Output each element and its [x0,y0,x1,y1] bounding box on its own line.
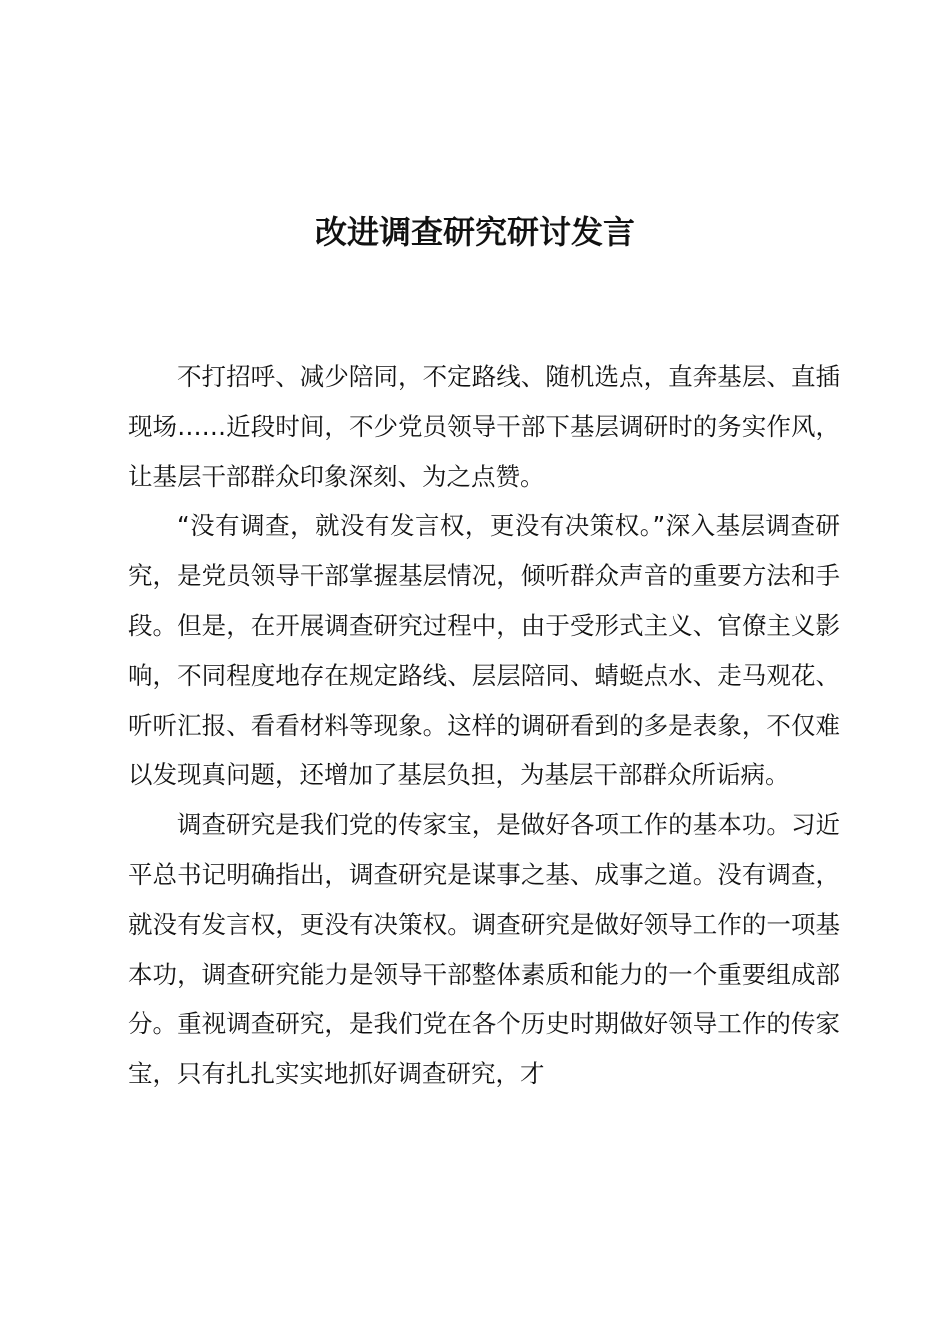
paragraph-2: “没有调查，就没有发言权，更没有决策权。”深入基层调查研究，是党员领导干部掌握基层情况，倾听群众声音的重要方法和手段。但是，在开展调查研究过程中，由于受形式主义、官僚主义影响，不同程度地存在规定路线、层层陪同、蜻蜓点水、走马观花、听听汇报、看看材料等现象。这样的调研看到的多是表象，不仅难以发现真问题，还增加了基层负担，为基层干部群众所诟病。 [128,511,840,790]
document-body [128,352,840,1099]
document-title: 改进调查研究研讨发言 [314,213,635,251]
paragraph-1: 不打招呼、减少陪同，不定路线、随机选点，直奔基层、直插现场……近段时间，不少党员领导干部下基层调研时的务实作风，让基层干部群众印象深刻、为之点赞。 [128,362,840,491]
paragraph-3: 调查研究是我们党的传家宝，是做好各项工作的基本功。习近平总书记明确指出，调查研究是谋事之基、成事之道。没有调查，就没有发言权，更没有决策权。调查研究是做好领导工作的一项基本功，调查研究能力是领导干部整体素质和能力的一个重要组成部分。重视调查研究，是我们党在各个历史时期做好领导工作的传家宝，只有扎扎实实地抓好调查研究，才 [128,810,840,1089]
